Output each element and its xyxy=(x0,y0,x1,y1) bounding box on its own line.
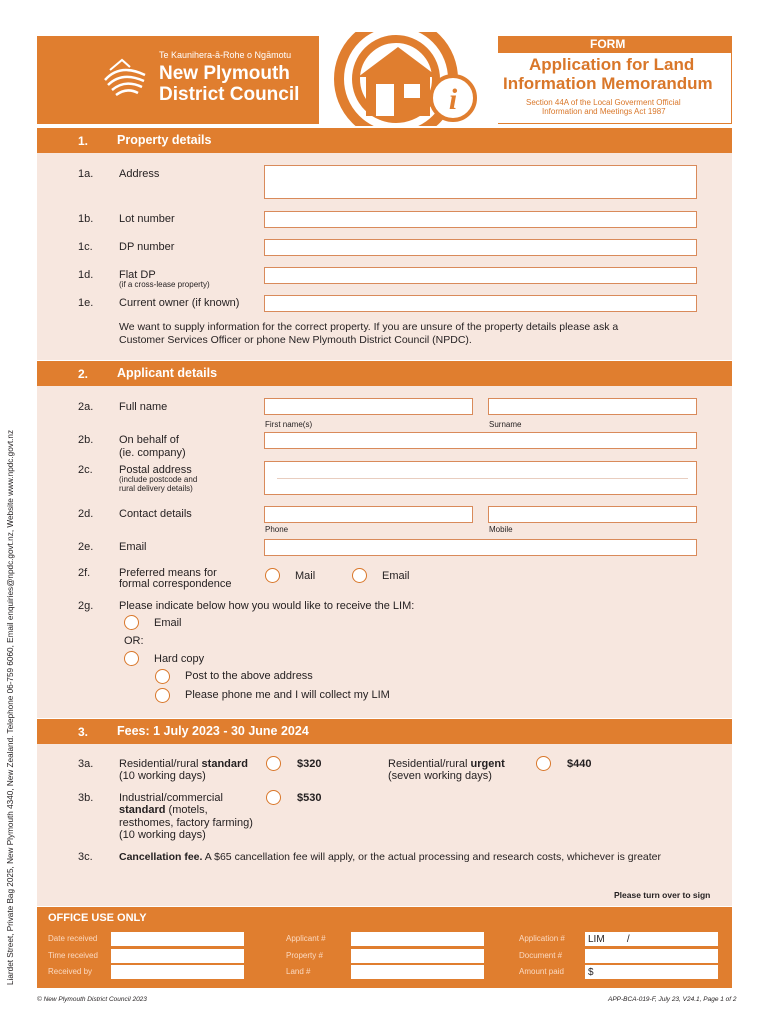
residential-standard-sub: (10 working days) xyxy=(119,770,206,782)
footer-form-code: APP-BCA-019-F, July 23, V24.1, Page 1 of 2 xyxy=(608,996,737,1003)
document-number-field[interactable] xyxy=(585,949,718,963)
form-subtitle-line2: Information and Meetings Act 1987 xyxy=(542,107,666,116)
lot-number-label: Lot number xyxy=(119,213,175,225)
row-2g-number: 2g. xyxy=(78,600,94,612)
current-owner-field[interactable] xyxy=(264,295,697,312)
application-number-label: Application # xyxy=(519,934,565,943)
industrial-label1: Industrial/commercial xyxy=(119,792,223,804)
contact-details-label: Contact details xyxy=(119,508,192,520)
section2-number: 2. xyxy=(78,367,89,381)
application-number-value: LIM / xyxy=(588,934,630,945)
form-title-line2: Information Memorandum xyxy=(503,74,713,93)
row-1a-number: 1a. xyxy=(78,168,94,180)
svg-text:i: i xyxy=(448,83,458,116)
collect-lim-radio[interactable] xyxy=(155,688,170,703)
applicant-number-field[interactable] xyxy=(351,932,484,946)
property-number-field[interactable] xyxy=(351,949,484,963)
industrial-motels-text: (motels, xyxy=(165,804,208,816)
collect-lim-label: Please phone me and I will collect my LIM xyxy=(185,689,390,701)
row-1e-number: 1e. xyxy=(78,297,94,309)
mobile-caption: Mobile xyxy=(489,525,513,534)
surname-field[interactable] xyxy=(488,398,697,415)
first-name-caption: First name(s) xyxy=(265,420,313,429)
office-use-title: OFFICE USE ONLY xyxy=(48,912,147,924)
residential-standard-bold: standard xyxy=(201,758,249,770)
receive-lim-label: Please indicate below how you would like to receive the LIM: xyxy=(119,600,415,612)
row-1b-number: 1b. xyxy=(78,213,94,225)
industrial-standard-bold: standard xyxy=(119,804,166,816)
council-name-line2: District Council xyxy=(159,84,300,105)
postal-address-note2: rural delivery details) xyxy=(119,484,193,493)
hard-copy-label: Hard copy xyxy=(154,653,205,665)
mail-option-label: Mail xyxy=(295,570,316,582)
email-option-label: Email xyxy=(382,570,410,582)
lot-number-field[interactable] xyxy=(264,211,697,228)
footer-copyright: © New Plymouth District Council 2023 xyxy=(37,996,147,1003)
postal-address-note1: (include postcode and xyxy=(119,475,198,484)
property-number-label: Property # xyxy=(286,951,323,960)
council-logo-icon xyxy=(100,55,150,105)
received-by-field[interactable] xyxy=(111,965,244,979)
mobile-field[interactable] xyxy=(488,506,697,523)
cancellation-fee-bold: Cancellation fee. xyxy=(119,851,203,863)
or-label: OR: xyxy=(124,635,144,647)
form-title-line1: Application for Land xyxy=(529,55,695,74)
row-2c-number: 2c. xyxy=(78,464,93,476)
application-number-field[interactable] xyxy=(585,932,718,946)
property-info-line1: We want to supply information for the correct property. If you are unsure of the property details please ask a xyxy=(119,321,619,333)
post-address-radio[interactable] xyxy=(155,669,170,684)
industrial-standard-price: $530 xyxy=(297,792,322,804)
row-2f-number: 2f. xyxy=(78,567,91,579)
row-2e-number: 2e. xyxy=(78,541,94,553)
postal-address-label: Postal address xyxy=(119,464,192,476)
time-received-label: Time received xyxy=(48,951,98,960)
maori-council-name: Te Kaunihera-ā-Rohe o Ngāmotu xyxy=(159,50,292,60)
phone-field[interactable] xyxy=(264,506,473,523)
first-name-field[interactable] xyxy=(264,398,473,415)
form-label: FORM xyxy=(590,37,626,51)
land-number-label: Land # xyxy=(286,967,311,976)
contact-sidebar-text: Liardet Street, Private Bag 2025, New Plymouth 4340, New Zealand. Telephone 06-759 6060, Email enquiries@npdc.govt.nz, Website www.npdc.govt.nz xyxy=(6,429,15,985)
section3-title: Fees: 1 July 2023 - 30 June 2024 xyxy=(117,724,309,738)
residential-urgent-radio[interactable] xyxy=(536,756,551,771)
time-received-field[interactable] xyxy=(111,949,244,963)
residential-standard-price: $320 xyxy=(297,758,322,770)
surname-caption: Surname xyxy=(489,420,522,429)
preferred-means-label2: formal correspondence xyxy=(119,578,232,590)
flat-dp-field[interactable] xyxy=(264,267,697,284)
amount-paid-label: Amount paid xyxy=(519,967,564,976)
industrial-standard-radio[interactable] xyxy=(266,790,281,805)
row-2b-number: 2b. xyxy=(78,434,94,446)
property-info-line2: Customer Services Officer or phone New Plymouth District Council (NPDC). xyxy=(119,334,472,346)
address-label: Address xyxy=(119,168,160,180)
row-1c-number: 1c. xyxy=(78,241,93,253)
postal-address-field[interactable] xyxy=(264,461,697,495)
dp-number-field[interactable] xyxy=(264,239,697,256)
row-3b-number: 3b. xyxy=(78,792,94,804)
dp-number-label: DP number xyxy=(119,241,175,253)
form-subtitle-line1: Section 44A of the Local Goverment Official xyxy=(526,98,681,107)
flat-dp-note: (if a cross-lease property) xyxy=(119,280,210,289)
industrial-label3: resthomes, factory farming) xyxy=(119,817,253,829)
postal-address-divider xyxy=(277,478,688,479)
cancellation-fee-detail: A $65 cancellation fee will apply, or the actual processing and research costs, whichever is greater xyxy=(202,851,662,863)
on-behalf-label2: (ie. company) xyxy=(119,447,186,459)
full-name-label: Full name xyxy=(119,401,168,413)
lim-email-radio[interactable] xyxy=(124,615,139,630)
section3-number: 3. xyxy=(78,725,89,739)
house-info-icon xyxy=(318,32,498,126)
land-number-field[interactable] xyxy=(351,965,484,979)
post-address-label: Post to the above address xyxy=(185,670,313,682)
on-behalf-field[interactable] xyxy=(264,432,697,449)
residential-urgent-bold: urgent xyxy=(470,758,505,770)
residential-standard-prefix: Residential/rural xyxy=(119,758,202,770)
on-behalf-label1: On behalf of xyxy=(119,434,179,446)
cancellation-fee-text xyxy=(119,851,661,864)
residential-urgent-price: $440 xyxy=(567,758,592,770)
residential-urgent-prefix: Residential/rural xyxy=(388,758,471,770)
address-field[interactable] xyxy=(264,165,697,199)
email-label: Email xyxy=(119,541,147,553)
date-received-field[interactable] xyxy=(111,932,244,946)
row-3c-number: 3c. xyxy=(78,851,93,863)
hard-copy-radio[interactable] xyxy=(124,651,139,666)
mail-radio[interactable] xyxy=(265,568,280,583)
received-by-label: Received by xyxy=(48,967,93,976)
applicant-number-label: Applicant # xyxy=(286,934,326,943)
section2-title: Applicant details xyxy=(117,366,218,380)
row-3a-number: 3a. xyxy=(78,758,94,770)
council-name-line1: New Plymouth xyxy=(159,63,290,84)
row-2d-number: 2d. xyxy=(78,508,94,520)
row-2a-number: 2a. xyxy=(78,401,94,413)
industrial-label2 xyxy=(119,804,208,817)
amount-paid-value: $ xyxy=(588,967,594,978)
date-received-label: Date received xyxy=(48,934,98,943)
document-number-label: Document # xyxy=(519,951,563,960)
lim-email-label: Email xyxy=(154,617,182,629)
turn-over-note: Please turn over to sign xyxy=(614,890,711,900)
phone-caption: Phone xyxy=(265,525,289,534)
residential-standard-radio[interactable] xyxy=(266,756,281,771)
flat-dp-label: Flat DP xyxy=(119,269,156,281)
current-owner-label: Current owner (if known) xyxy=(119,297,240,309)
industrial-label4: (10 working days) xyxy=(119,829,206,841)
preferred-means-label1: Preferred means for xyxy=(119,567,217,579)
section1-number: 1. xyxy=(78,134,89,148)
section1-title: Property details xyxy=(117,133,212,147)
amount-paid-field[interactable] xyxy=(585,965,718,979)
row-1d-number: 1d. xyxy=(78,269,94,281)
email-field[interactable] xyxy=(264,539,697,556)
email-correspondence-radio[interactable] xyxy=(352,568,367,583)
residential-urgent-sub: (seven working days) xyxy=(388,770,492,782)
